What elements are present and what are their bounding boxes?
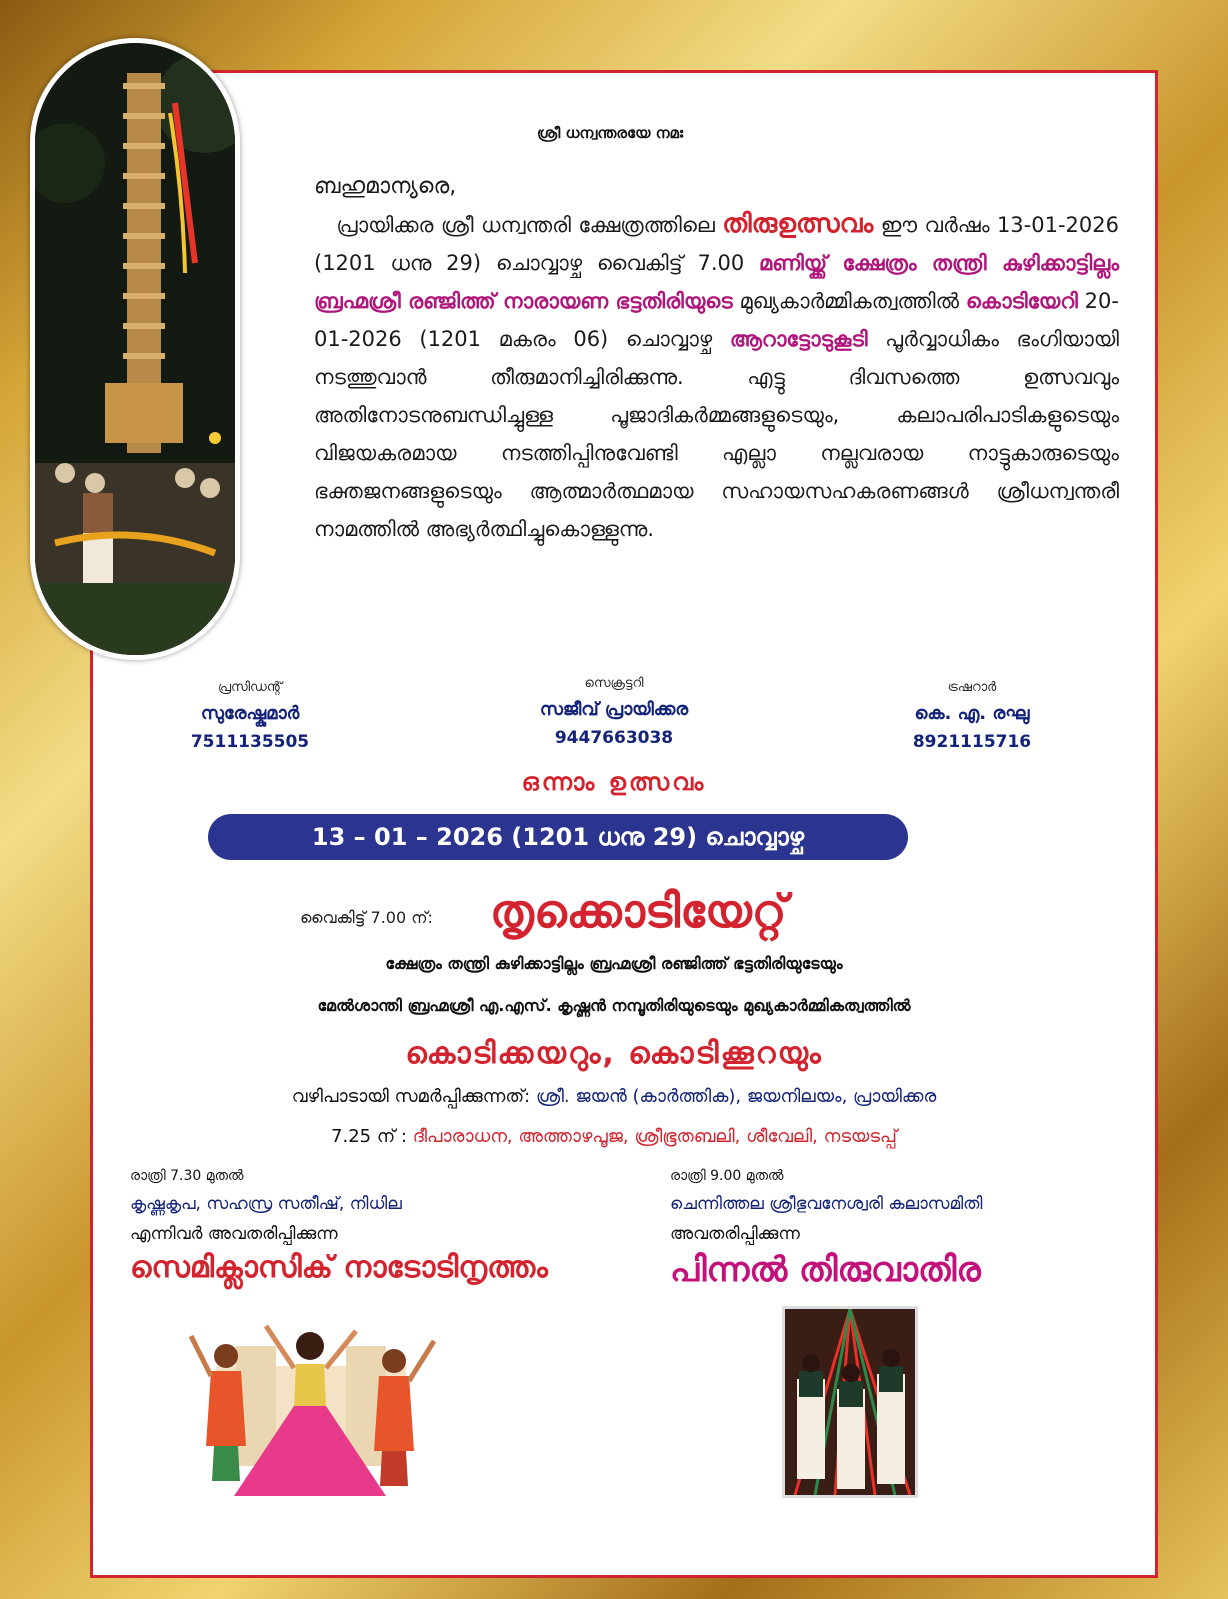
- officer-treasurer: [842, 680, 1102, 752]
- program-performers: കൃഷ്ണകൃപ, സഹസ്ര സതീഷ്, നിധില: [130, 1194, 402, 1214]
- flag-word: കൊടിയേറി: [965, 289, 1078, 313]
- priest-line-1: ക്ഷേത്രം തന്ത്രി കുഴിക്കാട്ടില്ലം ബ്രഹ്മശ്രീ രഞ്ജിത്ത് ഭട്ടതിരിയുടേയും: [385, 954, 843, 973]
- flag-title: തൃക്കൊടിയേറ്റ്: [490, 884, 787, 938]
- offering-label: വഴിപാടായി സമർപ്പിക്കുന്നത്:: [291, 1086, 531, 1107]
- officer-name: കെ. എ. രഘു: [914, 703, 1030, 724]
- program-presents: എന്നിവർ അവതരിപ്പിക്കുന്ന: [130, 1224, 338, 1244]
- program-time: രാത്രി 9.00 മുതൽ: [670, 1168, 784, 1184]
- body-part-6: പൂർവ്വാധികം ഭംഗിയായി നടത്തുവാൻ തീരുമാനിച്ചിരിക്കുന്നു. എട്ടു ദിവസത്തെ ഉത്സവവും അതിനോടനുബന്ധിച്ചുള്ള പൂജാദികർമ്മങ്ങളുടെയും, കലാപരിപാടികളുടെയും വിജയകരമായ നടത്തിപ്പിനുവേണ്ടി എല്ലാ നല്ലവരായ നാട്ടുകാരുടെയും ഭക്തജനങ്ങളുടെയും ആത്മാർത്ഥമായ സഹായസഹകരണങ്ങൾ ശ്രീധന്വന്തരീ നാമത്തിൽ അഭ്യർത്ഥിച്ചുകൊള്ളുന്നു.: [314, 327, 1119, 541]
- flagpost-photo: [30, 38, 240, 660]
- dancers-illustration: [176, 1306, 444, 1506]
- rituals-list: ദീപാരാധന, അത്താഴപൂജ, ശ്രീഭൂതബലി, ശീവേലി, നടയടപ്പ്: [412, 1126, 897, 1147]
- greeting: ബഹുമാന്യരെ,: [314, 174, 457, 199]
- festival-word: തിരുഉത്സവം: [722, 209, 874, 239]
- officer-name: സുരേഷ്കുമാർ: [200, 703, 300, 724]
- officer-phone: 7511135505: [190, 732, 310, 752]
- date-banner: 13 – 01 – 2026 (1201 ധനു 29) ചൊവ്വാഴ്ച: [208, 814, 908, 860]
- invocation-heading: ശ്രീ ധന്വന്തരയേ നമഃ: [536, 124, 684, 142]
- program-performers: ചെന്നിത്തല ശ്രീഭുവനേശ്വരി കലാസമിതി: [670, 1194, 983, 1214]
- officer-role: പ്രസിഡന്റ്: [217, 680, 283, 695]
- invitation-text: [314, 205, 1119, 548]
- rituals-time: 7.25 ന് :: [331, 1126, 407, 1147]
- flag-time: വൈകിട്ട് 7.00 ന്:: [300, 908, 433, 927]
- officer-name: സജീവ് പ്രായിക്കര: [539, 699, 689, 720]
- priest-line-2: മേൽശാന്തി ബ്രഹ്മശ്രീ എ.എസ്. കൃഷ്ണൻ നമ്പൂതിരിയുടെയും മുഖ്യകാർമ്മികത്വത്തിൽ: [317, 996, 911, 1015]
- body-part-1: പ്രായിക്കര ശ്രീ ധന്വന്തരി ക്ഷേത്രത്തിലെ: [336, 213, 715, 237]
- program-title: പിന്നൽ തിരുവാതിര: [670, 1250, 981, 1290]
- officer-phone: 9447663038: [554, 728, 674, 748]
- aarattu-word: ആറാട്ടോടുകൂടി: [729, 327, 868, 351]
- body-part-5: 20-01-2026 (1201 മകരം 06) ചൊവ്വാഴ്ച: [314, 289, 1119, 351]
- officer-role: സെക്രട്ടറി: [584, 676, 644, 691]
- thiruvathira-illustration: [785, 1309, 915, 1495]
- body-part-4: മുഖ്യകാർമ്മികത്വത്തിൽ: [739, 289, 960, 313]
- offering-donor: ശ്രീ. ജയൻ (കാർത്തിക), ജയനിലയം, പ്രായിക്കര: [535, 1086, 937, 1107]
- officer-role: ട്രഷറാർ: [947, 680, 997, 695]
- offering-line: [100, 1086, 1128, 1107]
- flagpost-illustration: [35, 43, 235, 655]
- thiruvathira-photo: [782, 1306, 918, 1498]
- program-time: രാത്രി 7.30 മുതൽ: [130, 1168, 244, 1184]
- body-part-3: മണിയ്ക്ക് ക്ഷേത്രം തന്ത്രി കുഴിക്കാട്ടില്ലം ബ്രഹ്മശ്രീ രഞ്ജിത്ത് നാരായണ ഭട്ടതിരിയുടെ: [314, 251, 1119, 313]
- offering-title: കൊടിക്കയറും, കൊടിക്കൂറയും: [405, 1036, 823, 1071]
- first-festival-heading: ഒന്നാം ഉത്സവം: [521, 768, 707, 796]
- program-presents: അവതരിപ്പിക്കുന്ന: [670, 1224, 800, 1244]
- program-left: [130, 1168, 610, 1285]
- program-title: സെമിക്ലാസിക് നാടോടിനൃത്തം: [130, 1250, 548, 1285]
- officer-president: [120, 680, 380, 752]
- body-part-2: ഈ വർഷം 13-01-2026 (1201 ധനു 29) ചൊവ്വാഴ്ച വൈകിട്ട് 7.00: [314, 213, 1119, 275]
- program-right: [670, 1168, 1130, 1290]
- flag-hoisting-line: [300, 884, 940, 954]
- rituals-line: [100, 1126, 1128, 1147]
- officer-phone: 8921115716: [912, 732, 1032, 752]
- officer-secretary: [484, 676, 744, 748]
